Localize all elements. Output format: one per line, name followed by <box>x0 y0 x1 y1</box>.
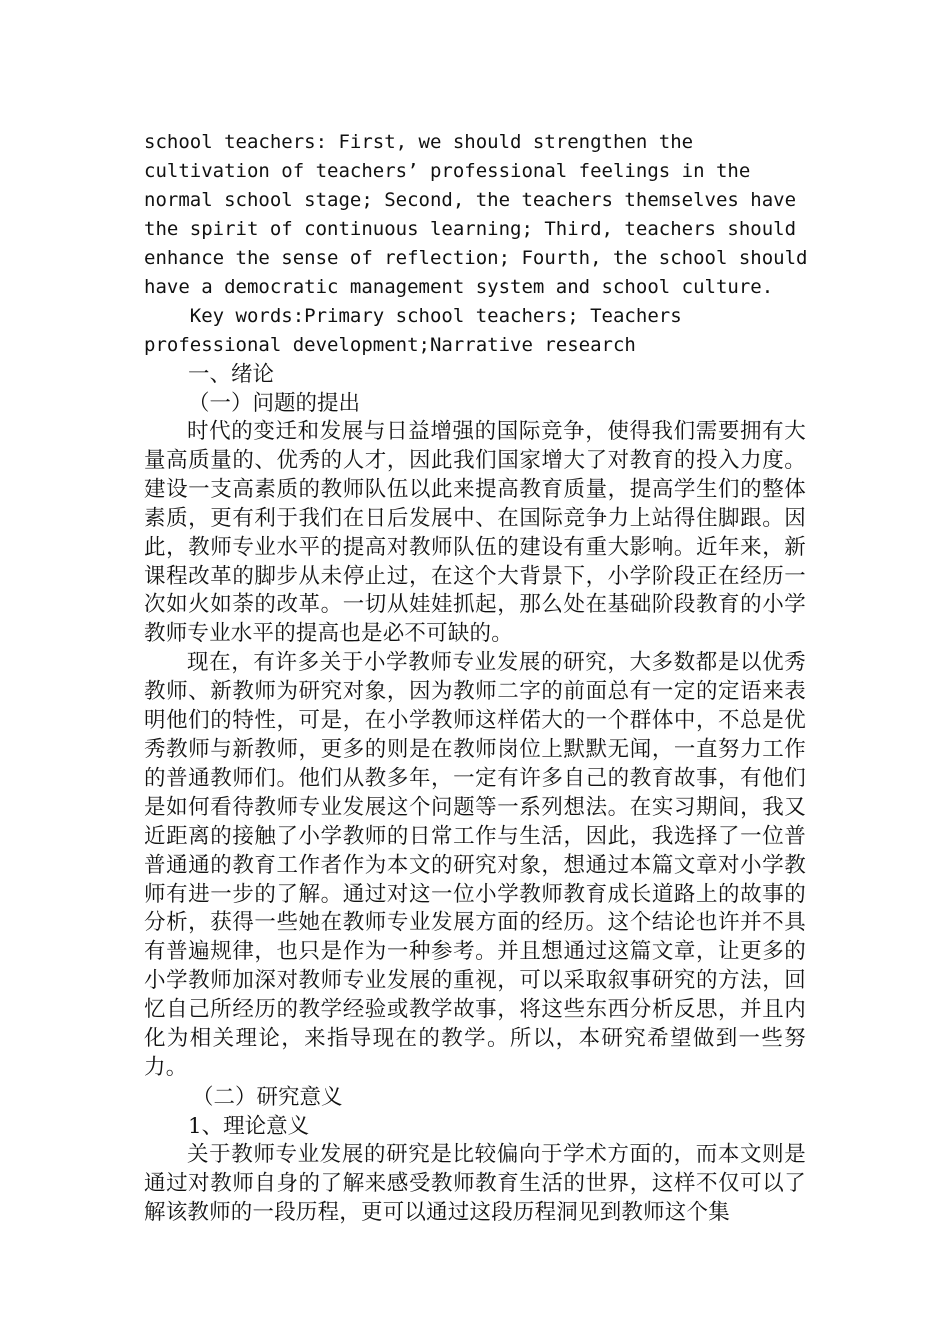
keywords-line: professional development;Narrative research <box>144 334 636 356</box>
page-content <box>144 128 806 1228</box>
subsection-title: （二）研究意义 <box>192 1084 343 1110</box>
abstract-line: the spirit of continuous learning; Third, teachers should <box>144 218 797 240</box>
body-paragraph: 时代的变迁和发展与日益增强的国际竞争，使得我们需要拥有大量高质量的、优秀的人才，因此我们国家增大了对教育的投入力度。建设一支高素质的教师队伍以此来提高教育质量，提高学生们的整体素质，更有利于我们在日后发展中、在国际竞争力上站得住脚跟。因此，教师专业水平的提高对教师队伍的建设有重大影响。近年来，新课程改革的脚步从未停止过，在这个大背景下，小学阶段正在经历一次如火如荼的改革。一切从娃娃抓起，那么处在基础阶段教育的小学教师专业水平的提高也是必不可缺的。 <box>144 419 806 647</box>
body-paragraph: 现在，有许多关于小学教师专业发展的研究，大多数都是以优秀教师、新教师为研究对象，因为教师二字的前面总有一定的定语来表明他们的特性，可是，在小学教师这样偌大的一个群体中，不总是优秀教师与新教师，更多的则是在教师岗位上默默无闻，一直努力工作的普通教师们。他们从教多年，一定有许多自己的教育故事，有他们是如何看待教师专业发展这个问题等一系列想法。在实习期间，我又近距离的接触了小学教师的日常工作与生活，因此，我选择了一位普普通通的教育工作者作为本文的研究对象，想通过本篇文章对小学教师有进一步的了解。通过对这一位小学教师教育成长道路上的故事的分析，获得一些她在教师专业发展方面的经历。这个结论也许并不具有普遍规律，也只是作为一种参考。并且想通过这篇文章，让更多的小学教师加深对教师专业发展的重视，可以采取叙事研究的方法，回忆自己所经历的教学经验或教学故事，将这些东西分析反思，并且内化为相关理论，来指导现在的教学。所以，本研究希望做到一些努力。 <box>144 650 806 1080</box>
abstract-line: cultivation of teachers’ professional feelings in the <box>144 160 751 182</box>
subsection-title: （一）问题的提出 <box>188 391 361 416</box>
abstract-line: have a democratic management system and school culture. <box>144 276 774 298</box>
abstract-line: enhance the sense of reflection; Fourth, the school should <box>144 247 808 269</box>
section-title: 一、绪论 <box>188 362 275 387</box>
abstract-line: normal school stage; Second, the teachers themselves have <box>144 189 797 211</box>
abstract-line: school teachers: First, we should strengthen the <box>144 131 694 153</box>
keywords-line: Key words:Primary school teachers; Teachers <box>144 305 682 327</box>
subsubsection-title: 1、理论意义 <box>188 1113 310 1139</box>
body-paragraph: 关于教师专业发展的研究是比较偏向于学术方面的，而本文则是通过对教师自身的了解来感受教师教育生活的世界，这样不仅可以了解该教师的一段历程，更可以通过这段历程洞见到教师这个集 <box>144 1141 806 1225</box>
